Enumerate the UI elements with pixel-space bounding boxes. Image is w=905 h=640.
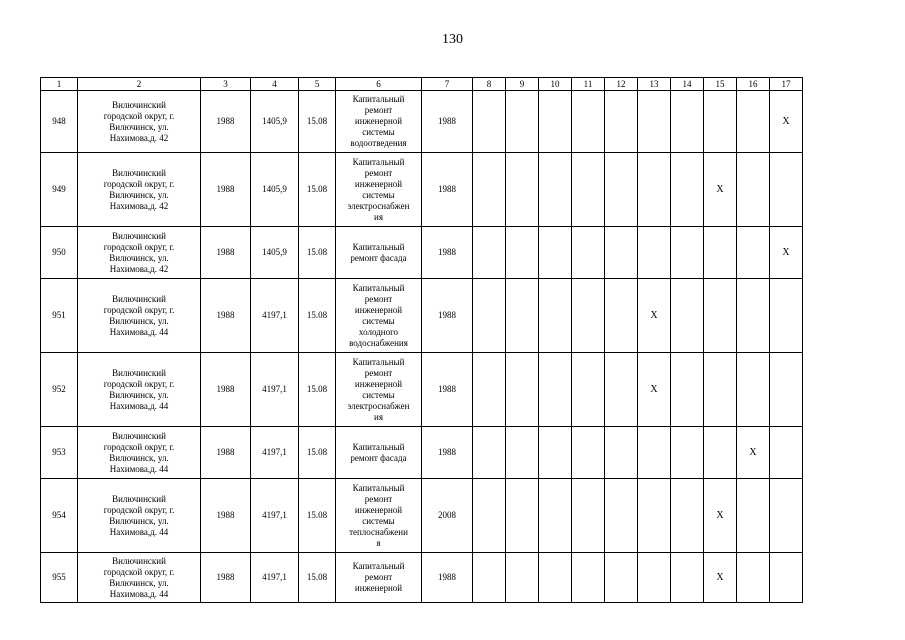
period-cell: [671, 427, 704, 479]
work-type-cell: [336, 353, 422, 427]
work-type-line: электроснабжен: [347, 200, 410, 211]
table-row: [41, 353, 803, 427]
period-cell: [671, 279, 704, 353]
address-line: городской округ, г.: [103, 378, 175, 389]
column-header: 12: [605, 78, 638, 91]
work-type-line: Капитальный: [352, 482, 405, 493]
work-type-line: ремонт: [364, 572, 393, 582]
period-mark: X: [716, 572, 724, 583]
address-line: Нахимова,д. 42: [109, 132, 169, 143]
year-planned-cell: 1988: [422, 427, 473, 479]
period-cell: [605, 279, 638, 353]
year-planned-cell: 1988: [422, 553, 473, 603]
row-number: 955: [41, 553, 78, 603]
period-cell: [605, 153, 638, 227]
work-type-line: инженерной: [354, 378, 403, 389]
period-cell: [473, 153, 506, 227]
address-line: Нахимова,д. 42: [109, 263, 169, 274]
address-line: Вилючинск, ул.: [109, 315, 169, 326]
period-cell: [572, 427, 605, 479]
period-cell: [539, 479, 572, 553]
table-row: [41, 553, 803, 603]
address-line: Вилючинск, ул.: [109, 252, 169, 263]
period-cell: [539, 553, 572, 603]
year-planned-cell: 1988: [422, 153, 473, 227]
period-cell: [572, 553, 605, 603]
period-cell: [737, 153, 770, 227]
row-number: 953: [41, 427, 78, 479]
period-cell: [539, 353, 572, 427]
period-cell: [572, 91, 605, 153]
period-cell: [638, 227, 671, 279]
column-header: 9: [506, 78, 539, 91]
address-line: городской округ, г.: [103, 504, 175, 515]
column-header: 13: [638, 78, 671, 91]
period-cell: [671, 553, 704, 603]
period-cell: [473, 279, 506, 353]
period-cell: [506, 353, 539, 427]
period-mark-cell: [704, 153, 737, 227]
row-number: 950: [41, 227, 78, 279]
period-cell: [473, 91, 506, 153]
address-line: Вилючинский: [112, 493, 166, 504]
work-type-line: электроснабжен: [347, 400, 410, 411]
period-cell: [737, 353, 770, 427]
period-cell: [506, 427, 539, 479]
address-cell: [78, 353, 201, 427]
column-header: 11: [572, 78, 605, 91]
table-body: [41, 78, 803, 603]
code-cell: 15.08: [299, 553, 336, 603]
period-mark-cell: [704, 553, 737, 603]
work-type-line: системы: [362, 189, 395, 200]
work-type-line: Капитальный: [352, 241, 405, 252]
code-cell: 15.08: [299, 353, 336, 427]
period-cell: [473, 479, 506, 553]
work-type-line: ремонт фасада: [350, 452, 407, 463]
period-cell: [605, 553, 638, 603]
area-cell: 4197,1: [251, 479, 299, 553]
period-mark: X: [716, 510, 724, 521]
period-cell: [539, 227, 572, 279]
address-line: Вилючинский: [112, 167, 166, 178]
address-cell: [78, 479, 201, 553]
period-cell: [605, 427, 638, 479]
address-line: Нахимова,д. 44: [109, 463, 169, 474]
address-cell: [78, 153, 201, 227]
year-cell: 1988: [201, 427, 251, 479]
address-cell: [78, 227, 201, 279]
column-header: 14: [671, 78, 704, 91]
area-cell: 1405,9: [251, 227, 299, 279]
work-type-line: ремонт: [364, 105, 393, 115]
period-mark: X: [782, 116, 790, 127]
address-cell: [78, 553, 201, 603]
work-type-cell: [336, 279, 422, 353]
year-cell: 1988: [201, 553, 251, 603]
table-row: [41, 279, 803, 353]
work-type-line: теплоснабжени: [349, 526, 408, 537]
work-type-line: инженерной: [354, 178, 403, 189]
work-type-line: Капитальный: [352, 156, 405, 167]
year-cell: 1988: [201, 227, 251, 279]
period-cell: [473, 553, 506, 603]
period-mark-cell: [638, 279, 671, 353]
period-cell: [605, 353, 638, 427]
period-cell: [605, 227, 638, 279]
work-type-line: Капитальный: [352, 356, 405, 367]
period-mark-cell: [638, 353, 671, 427]
work-type-line: системы: [362, 315, 395, 326]
address-cell: [78, 427, 201, 479]
period-mark-cell: [770, 227, 803, 279]
period-cell: [506, 279, 539, 353]
period-mark: X: [650, 384, 658, 395]
work-type-cell: [336, 153, 422, 227]
address-line: городской округ, г.: [103, 441, 175, 452]
column-header: 4: [251, 78, 299, 91]
column-header: 10: [539, 78, 572, 91]
code-cell: 15.08: [299, 427, 336, 479]
work-type-line: водоснабжения: [349, 337, 408, 348]
work-type-line: ия: [374, 211, 383, 222]
address-line: городской округ, г.: [103, 304, 175, 315]
period-cell: [704, 353, 737, 427]
period-mark: X: [716, 184, 724, 195]
work-type-line: ремонт: [364, 493, 393, 504]
period-cell: [704, 91, 737, 153]
period-cell: [572, 353, 605, 427]
work-type-line: системы: [362, 127, 395, 137]
period-cell: [473, 353, 506, 427]
address-line: Вилючинск, ул.: [109, 189, 169, 200]
period-cell: [473, 427, 506, 479]
area-cell: 4197,1: [251, 427, 299, 479]
column-header: 17: [770, 78, 803, 91]
period-cell: [770, 553, 803, 603]
period-cell: [539, 427, 572, 479]
work-type-line: инженерной: [354, 116, 403, 126]
code-cell: 15.08: [299, 279, 336, 353]
work-type-line: ремонт: [364, 293, 393, 304]
work-type-line: ремонт: [364, 367, 393, 378]
period-cell: [770, 153, 803, 227]
address-line: Вилючинский: [112, 555, 166, 566]
address-line: Вилючинский: [112, 99, 166, 110]
work-type-line: системы: [362, 389, 395, 400]
period-cell: [770, 479, 803, 553]
work-type-line: инженерной: [354, 304, 403, 315]
period-cell: [737, 479, 770, 553]
period-cell: [506, 153, 539, 227]
period-cell: [605, 479, 638, 553]
work-type-line: я: [376, 537, 381, 548]
period-cell: [704, 427, 737, 479]
register-table: [40, 77, 803, 603]
address-line: городской округ, г.: [103, 241, 175, 252]
period-cell: [737, 227, 770, 279]
address-line: городской округ, г.: [103, 566, 175, 577]
header-row: [41, 78, 803, 91]
address-line: Нахимова,д. 44: [109, 588, 169, 599]
row-number: 954: [41, 479, 78, 553]
address-line: Вилючинск, ул.: [109, 121, 169, 132]
period-cell: [671, 227, 704, 279]
area-cell: 1405,9: [251, 153, 299, 227]
table-row: [41, 427, 803, 479]
row-number: 951: [41, 279, 78, 353]
period-cell: [539, 91, 572, 153]
page-number: 130: [442, 32, 463, 47]
address-line: Нахимова,д. 44: [109, 326, 169, 337]
work-type-line: инженерной: [354, 504, 403, 515]
period-cell: [506, 227, 539, 279]
year-planned-cell: 1988: [422, 279, 473, 353]
work-type-line: водоотведения: [350, 138, 407, 148]
period-cell: [605, 91, 638, 153]
period-cell: [737, 91, 770, 153]
address-line: Нахимова,д. 44: [109, 400, 169, 411]
period-cell: [572, 479, 605, 553]
year-cell: 1988: [201, 279, 251, 353]
table-row: [41, 479, 803, 553]
period-cell: [671, 479, 704, 553]
year-cell: 1988: [201, 153, 251, 227]
period-cell: [671, 91, 704, 153]
year-cell: 1988: [201, 479, 251, 553]
table-row: [41, 153, 803, 227]
work-type-line: ремонт фасада: [350, 252, 407, 263]
period-cell: [506, 479, 539, 553]
work-type-cell: [336, 227, 422, 279]
area-cell: 4197,1: [251, 353, 299, 427]
period-cell: [572, 227, 605, 279]
period-cell: [671, 153, 704, 227]
address-line: Вилючинск, ул.: [109, 515, 169, 526]
work-type-line: Капитальный: [352, 94, 405, 104]
address-line: Вилючинск, ул.: [109, 389, 169, 400]
period-cell: [506, 553, 539, 603]
work-type-line: ия: [374, 411, 383, 422]
row-number: 952: [41, 353, 78, 427]
code-cell: 15.08: [299, 227, 336, 279]
period-cell: [638, 153, 671, 227]
period-cell: [770, 353, 803, 427]
code-cell: 15.08: [299, 153, 336, 227]
address-cell: [78, 91, 201, 153]
period-cell: [638, 479, 671, 553]
period-cell: [539, 153, 572, 227]
address-line: Нахимова,д. 42: [109, 200, 169, 211]
period-mark: X: [650, 310, 658, 321]
table-row: [41, 91, 803, 153]
column-header: 8: [473, 78, 506, 91]
work-type-line: Капитальный: [352, 561, 405, 571]
column-header: 6: [336, 78, 422, 91]
year-planned-cell: 2008: [422, 479, 473, 553]
year-planned-cell: 1988: [422, 227, 473, 279]
period-mark-cell: [737, 427, 770, 479]
address-line: Вилючинский: [112, 230, 166, 241]
period-cell: [770, 427, 803, 479]
column-header: 5: [299, 78, 336, 91]
work-type-line: Капитальный: [352, 282, 405, 293]
period-cell: [506, 91, 539, 153]
period-mark-cell: [704, 479, 737, 553]
period-mark: X: [782, 247, 790, 258]
column-header: 16: [737, 78, 770, 91]
work-type-line: холодного: [358, 326, 399, 337]
period-cell: [638, 91, 671, 153]
address-line: Вилючинский: [112, 367, 166, 378]
address-cell: [78, 279, 201, 353]
period-cell: [704, 279, 737, 353]
work-type-line: инженерной: [354, 583, 403, 593]
period-cell: [572, 279, 605, 353]
period-cell: [539, 279, 572, 353]
address-line: Вилючинск, ул.: [109, 577, 169, 588]
period-cell: [704, 227, 737, 279]
column-header: 3: [201, 78, 251, 91]
period-mark: X: [749, 447, 757, 458]
year-cell: 1988: [201, 91, 251, 153]
work-type-line: ремонт: [364, 167, 393, 178]
column-header: 15: [704, 78, 737, 91]
period-cell: [737, 279, 770, 353]
work-type-cell: [336, 91, 422, 153]
address-line: городской округ, г.: [103, 110, 175, 121]
year-planned-cell: 1988: [422, 91, 473, 153]
period-cell: [473, 227, 506, 279]
work-type-cell: [336, 479, 422, 553]
period-mark-cell: [770, 91, 803, 153]
address-line: Вилючинск, ул.: [109, 452, 169, 463]
address-line: Вилючинский: [112, 430, 166, 441]
area-cell: 1405,9: [251, 91, 299, 153]
address-line: городской округ, г.: [103, 178, 175, 189]
address-line: Нахимова,д. 44: [109, 526, 169, 537]
period-cell: [671, 353, 704, 427]
row-number: 949: [41, 153, 78, 227]
area-cell: 4197,1: [251, 279, 299, 353]
work-type-line: системы: [362, 515, 395, 526]
period-cell: [770, 279, 803, 353]
code-cell: 15.08: [299, 91, 336, 153]
work-type-cell: [336, 553, 422, 603]
period-cell: [572, 153, 605, 227]
period-cell: [737, 553, 770, 603]
period-cell: [638, 427, 671, 479]
address-line: Вилючинский: [112, 293, 166, 304]
code-cell: 15.08: [299, 479, 336, 553]
work-type-cell: [336, 427, 422, 479]
area-cell: 4197,1: [251, 553, 299, 603]
work-type-line: Капитальный: [352, 441, 405, 452]
row-number: 948: [41, 91, 78, 153]
column-header: 1: [41, 78, 78, 91]
table-row: [41, 227, 803, 279]
period-cell: [638, 553, 671, 603]
column-header: 2: [78, 78, 201, 91]
year-planned-cell: 1988: [422, 353, 473, 427]
year-cell: 1988: [201, 353, 251, 427]
column-header: 7: [422, 78, 473, 91]
